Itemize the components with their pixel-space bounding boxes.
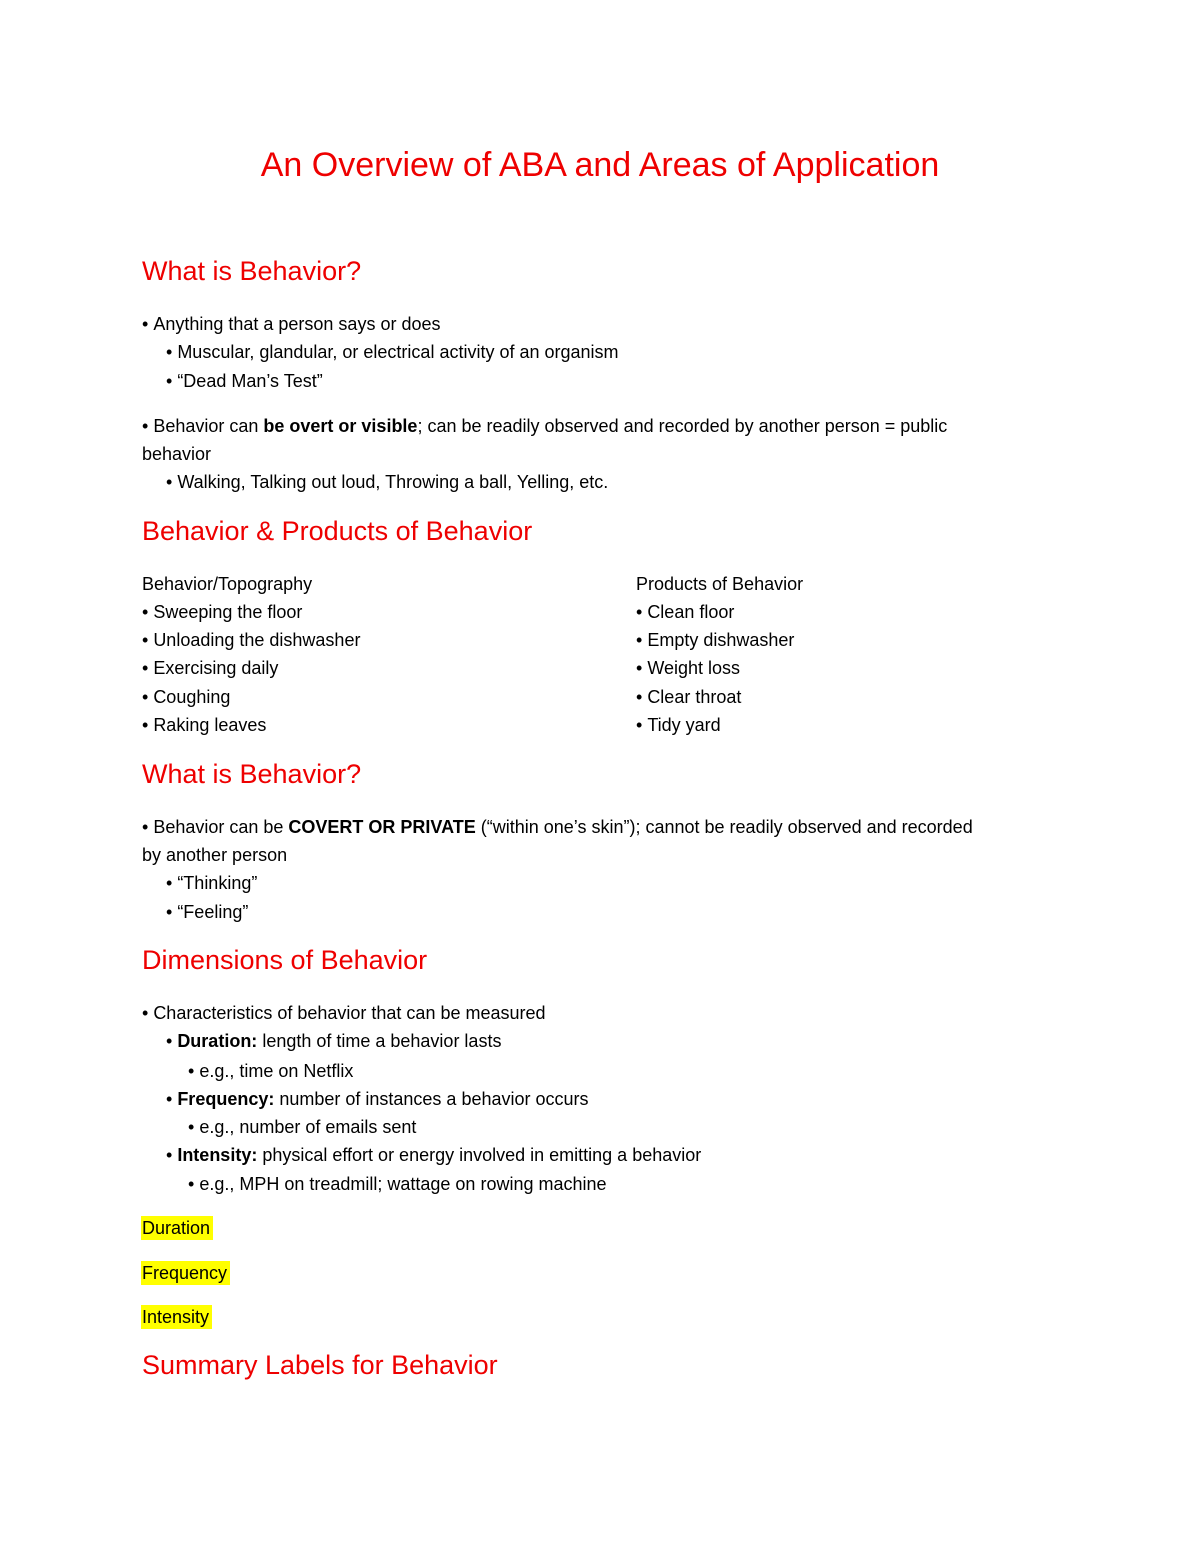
list-item-continuation: by another person (142, 845, 288, 865)
list-item: • Coughing (142, 685, 230, 709)
bold-text: Frequency: (177, 1089, 275, 1109)
list-item (142, 414, 947, 438)
text-run: length of time a behavior lasts (257, 1031, 502, 1051)
document-title: An Overview of ABA and Areas of Application (260, 146, 940, 184)
text-run: Behavior can be (153, 817, 289, 837)
highlighted-text: Frequency (141, 1261, 230, 1285)
section-heading-products: Behavior & Products of Behavior (142, 516, 533, 546)
column-header-behavior: Behavior/Topography (142, 574, 313, 594)
text-run: number of instances a behavior occurs (274, 1089, 589, 1109)
list-item: • Anything that a person says or does (142, 312, 441, 336)
list-item: • Clean floor (636, 600, 734, 624)
text-run: Behavior can (153, 416, 264, 436)
list-item: • Clear throat (636, 685, 741, 709)
list-item (142, 815, 973, 839)
text-run: ; can be readily observed and recorded by another person = public (417, 416, 948, 436)
list-item: • Empty dishwasher (636, 628, 794, 652)
list-item (166, 1143, 701, 1167)
list-item: • “Thinking” (166, 871, 257, 895)
list-item: • Walking, Talking out loud, Throwing a ball, Yelling, etc. (166, 470, 608, 494)
text-run: physical effort or energy involved in emitting a behavior (257, 1145, 702, 1165)
list-item: • e.g., time on Netflix (188, 1059, 353, 1083)
highlighted-text: Intensity (141, 1305, 212, 1329)
list-item: • “Feeling” (166, 900, 248, 924)
section-heading-what-is-behavior-2: What is Behavior? (142, 759, 362, 789)
bold-text: Duration: (177, 1031, 258, 1051)
list-item: • Muscular, glandular, or electrical activity of an organism (166, 340, 619, 364)
list-item-continuation: behavior (142, 444, 212, 464)
list-item: • e.g., MPH on treadmill; wattage on rowing machine (188, 1172, 607, 1196)
list-item: • Characteristics of behavior that can be measured (142, 1001, 546, 1025)
list-item: • Tidy yard (636, 713, 721, 737)
bold-text: COVERT OR PRIVATE (288, 817, 476, 837)
list-item: • Sweeping the floor (142, 600, 302, 624)
column-header-products: Products of Behavior (636, 574, 804, 594)
bold-text: be overt or visible (263, 416, 418, 436)
list-item: • “Dead Man’s Test” (166, 369, 323, 393)
list-item: • Exercising daily (142, 656, 278, 680)
list-item: • e.g., number of emails sent (188, 1115, 416, 1139)
text-run: (“within one’s skin”); cannot be readily observed and recorded (475, 817, 973, 837)
section-heading-what-is-behavior: What is Behavior? (142, 256, 362, 286)
section-heading-summary-labels: Summary Labels for Behavior (142, 1350, 498, 1380)
list-item (166, 1029, 501, 1053)
list-item: • Unloading the dishwasher (142, 628, 360, 652)
highlighted-text: Duration (141, 1216, 213, 1240)
list-item (166, 1087, 589, 1111)
bold-text: Intensity: (177, 1145, 258, 1165)
section-heading-dimensions: Dimensions of Behavior (142, 945, 428, 975)
list-item: • Weight loss (636, 656, 740, 680)
list-item: • Raking leaves (142, 713, 266, 737)
